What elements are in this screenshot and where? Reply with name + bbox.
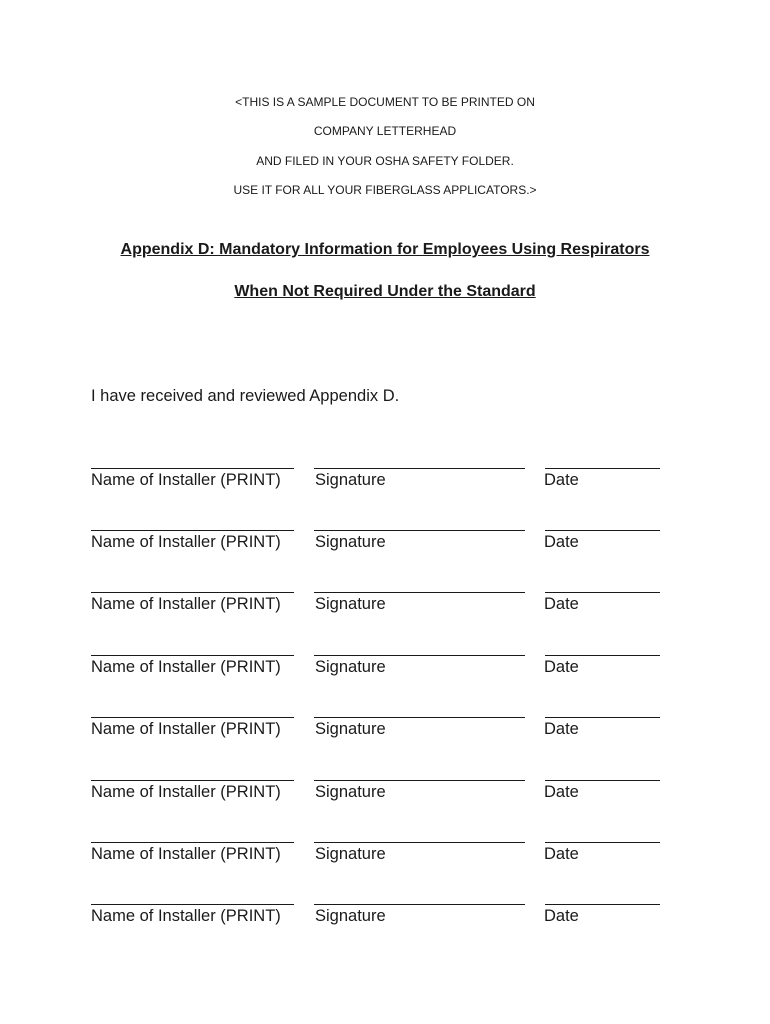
date-blank[interactable] [545,517,660,531]
installer-name-label: Name of Installer (PRINT) [91,595,281,613]
date-label: Date [544,658,579,676]
signature-blank[interactable] [314,704,525,718]
acknowledgement-statement: I have received and reviewed Appendix D. [91,387,400,405]
date-label: Date [544,533,579,551]
signature-blank[interactable] [314,517,525,531]
installer-name-blank[interactable] [91,455,294,469]
signature-row [0,704,770,744]
document-title-line-2: When Not Required Under the Standard [234,283,536,300]
signature-label: Signature [315,783,386,801]
date-blank[interactable] [545,891,660,905]
date-label: Date [544,907,579,925]
installer-name-blank[interactable] [91,579,294,593]
date-blank[interactable] [545,642,660,656]
header-notice-line-1: <THIS IS A SAMPLE DOCUMENT TO BE PRINTED ON [235,95,535,109]
installer-name-label: Name of Installer (PRINT) [91,783,281,801]
signature-row [0,517,770,557]
installer-name-label: Name of Installer (PRINT) [91,658,281,676]
signature-blank[interactable] [314,455,525,469]
header-notice-line-4: USE IT FOR ALL YOUR FIBERGLASS APPLICATORS.> [233,183,537,197]
signature-label: Signature [315,907,386,925]
signature-label: Signature [315,471,386,489]
installer-name-blank[interactable] [91,829,294,843]
signature-label: Signature [315,533,386,551]
signature-row [0,891,770,931]
signature-row [0,642,770,682]
date-label: Date [544,471,579,489]
date-blank[interactable] [545,704,660,718]
signature-blank[interactable] [314,891,525,905]
installer-name-blank[interactable] [91,891,294,905]
signature-row [0,767,770,807]
signature-label: Signature [315,720,386,738]
date-label: Date [544,595,579,613]
header-notice-line-2: COMPANY LETTERHEAD [313,124,457,138]
signature-label: Signature [315,845,386,863]
installer-name-blank[interactable] [91,517,294,531]
signature-row [0,829,770,869]
date-blank[interactable] [545,829,660,843]
header-notice-line-3: AND FILED IN YOUR OSHA SAFETY FOLDER. [256,154,514,168]
installer-name-label: Name of Installer (PRINT) [91,845,281,863]
signature-label: Signature [315,658,386,676]
installer-name-blank[interactable] [91,704,294,718]
installer-name-label: Name of Installer (PRINT) [91,471,281,489]
installer-name-blank[interactable] [91,642,294,656]
date-blank[interactable] [545,455,660,469]
signature-blank[interactable] [314,767,525,781]
installer-name-label: Name of Installer (PRINT) [91,533,281,551]
date-label: Date [544,783,579,801]
signature-blank[interactable] [314,579,525,593]
document-title-line-1: Appendix D: Mandatory Information for Employees Using Respirators [120,241,650,258]
date-blank[interactable] [545,579,660,593]
signature-blank[interactable] [314,642,525,656]
signature-row [0,455,770,495]
date-label: Date [544,720,579,738]
signature-blank[interactable] [314,829,525,843]
signature-label: Signature [315,595,386,613]
signature-row [0,579,770,619]
installer-name-blank[interactable] [91,767,294,781]
installer-name-label: Name of Installer (PRINT) [91,720,281,738]
installer-name-label: Name of Installer (PRINT) [91,907,281,925]
date-label: Date [544,845,579,863]
date-blank[interactable] [545,767,660,781]
